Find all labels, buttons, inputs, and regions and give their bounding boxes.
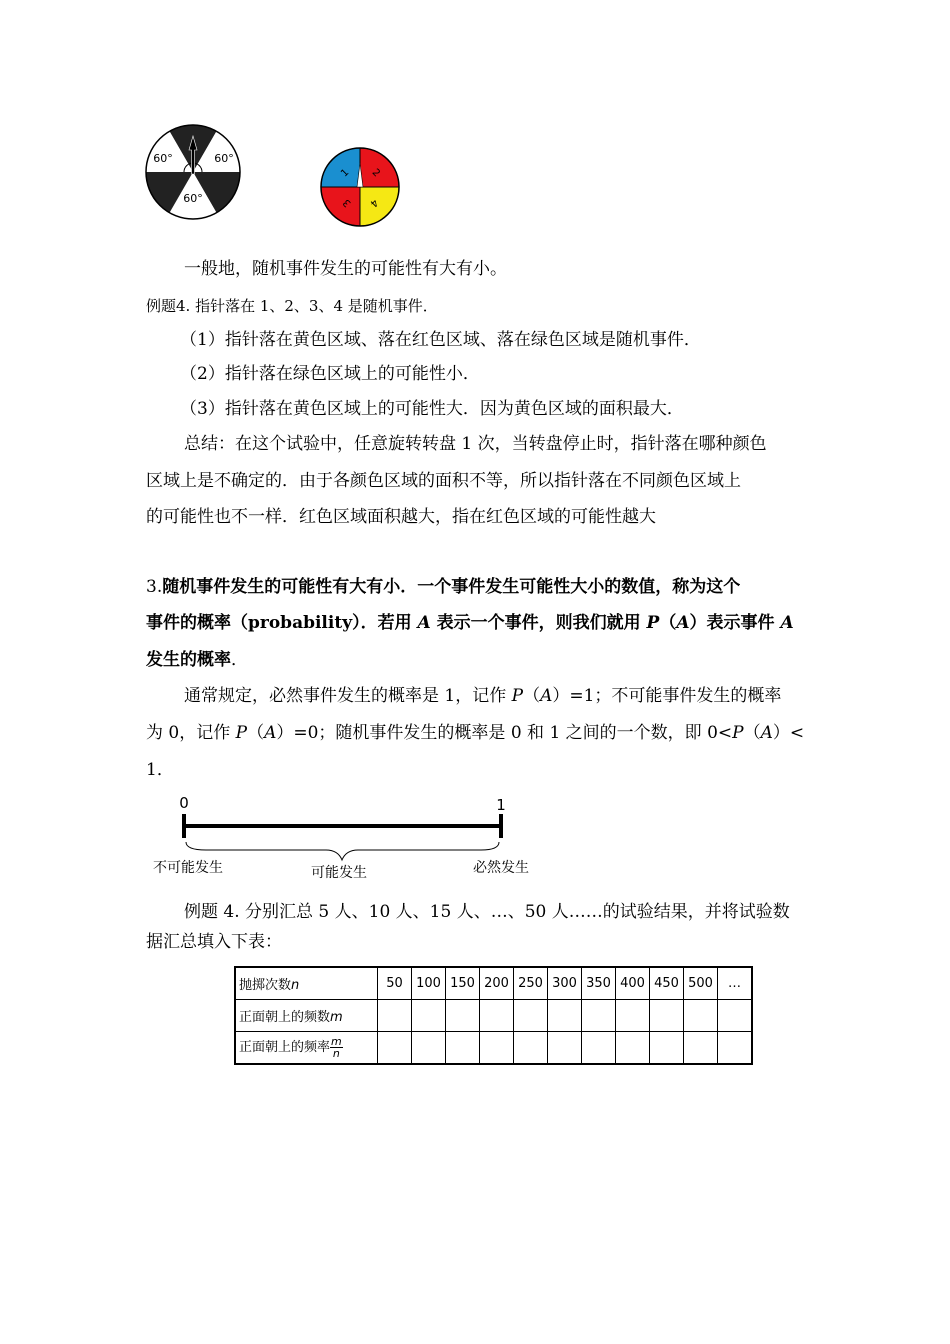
col-400: 400 [616,967,650,1000]
wheel2-label-1: 1 [339,167,352,180]
row-head-rate: 正面朝上的频率 $\frac{m}{n}$ [235,1032,378,1065]
rule-line-2: 为 0，记作 P（A）=0；随机事件发生的概率是 0 和 1 之间的一个数，即 0<P（A）< [146,723,805,743]
table-cell [514,1000,548,1032]
example-4-title: 例题4. 指针落在 1、2、3、4 是随机事件． [146,297,438,315]
tick-label-0: 0 [179,794,189,812]
section-number: 3. [146,577,163,597]
table-cell [718,1000,753,1032]
item-1: （1）指针落在黄色区域、落在红色区域、落在绿色区域是随机事件． [180,330,701,350]
row-head-count: 正面朝上的频数m [235,1000,378,1032]
wheel2-label-2: 2 [369,167,382,180]
tick-label-1: 1 [496,796,506,814]
table-cell [616,1000,650,1032]
wheel-figure-colored [318,146,402,228]
example-4-line-1: 例题 4. 分别汇总 5 人、10 人、15 人、…、50 人……的试验结果，并将试验数 [184,902,790,922]
table-cell [446,1000,480,1032]
table-cell [718,1032,753,1065]
definition-line-3: 发生的概率． [146,650,248,670]
label-certain: 必然发生 [473,860,529,876]
wheel1-label-bottom: 60° [183,192,203,205]
col-50: 50 [378,967,412,1000]
paragraph-intro: 一般地，随机事件发生的可能性有大有小。 [184,259,507,279]
col-200: 200 [480,967,514,1000]
col-250: 250 [514,967,548,1000]
col-ellipsis: … [718,967,753,1000]
coin-toss-table [234,966,753,1065]
wheel2-label-3: 3 [341,196,354,209]
col-300: 300 [548,967,582,1000]
item-2: （2）指针落在绿色区域上的可能性小． [180,364,480,384]
summary-line-3: 的可能性也不一样．红色区域面积越大，指在红色区域的可能性越大 [146,507,656,527]
table-cell [548,1000,582,1032]
table-cell [378,1032,412,1065]
fraction-m-over-n: $\frac{m}{n}$ [331,1035,342,1060]
table-cell [548,1032,582,1065]
rule-line-1: 通常规定，必然事件发生的概率是 1，记作 P（A）=1；不可能事件发生的概率 [184,686,782,706]
col-350: 350 [582,967,616,1000]
table-row-frequency-count [235,1000,752,1032]
table-cell [616,1032,650,1065]
summary-line-1: 总结：在这个试验中，任意旋转转盘 1 次，当转盘停止时，指针落在哪种颜色 [184,434,767,454]
table-cell [650,1000,684,1032]
table-cell [412,1000,446,1032]
definition-line-1 [146,575,740,599]
table-cell [684,1032,718,1065]
wheel1-label-left: 60° [153,152,173,165]
rule-line-3: 1． [146,760,174,780]
table-cell [582,1000,616,1032]
probability-number-line [146,790,546,885]
col-150: 150 [446,967,480,1000]
item-3: （3）指针落在黄色区域上的可能性大．因为黄色区域的面积最大． [180,399,684,419]
example-4-line-2: 据汇总填入下表： [146,932,282,952]
label-possible: 可能发生 [311,865,367,881]
table-row-frequency-rate [235,1032,752,1065]
wheel-figure-60-degrees [143,124,243,220]
table-cell [480,1032,514,1065]
table-cell [480,1000,514,1032]
table-cell [650,1032,684,1065]
col-100: 100 [412,967,446,1000]
definition-line-2: 事件的概率（probability）．若用 A 表示一个事件，则我们就用 P（A）表示事件 A [146,613,794,633]
label-impossible: 不可能发生 [153,860,223,876]
wheel1-label-right: 60° [214,152,234,165]
definition-text-1: 随机事件发生的可能性有大有小．一个事件发生可能性大小的数值，称为这个 [162,577,741,597]
col-500: 500 [684,967,718,1000]
brace [186,842,499,860]
col-450: 450 [650,967,684,1000]
summary-line-2: 区域上是不确定的．由于各颜色区域的面积不等，所以指针落在不同颜色区域上 [146,471,741,491]
row-head-trials: 抛掷次数n [235,967,378,1000]
table-row-trials [235,967,752,1000]
table-cell [446,1032,480,1065]
table-cell [514,1032,548,1065]
table-cell [378,1000,412,1032]
table-cell [582,1032,616,1065]
table-cell [412,1032,446,1065]
wheel2-label-4: 4 [367,196,380,209]
table-cell [684,1000,718,1032]
